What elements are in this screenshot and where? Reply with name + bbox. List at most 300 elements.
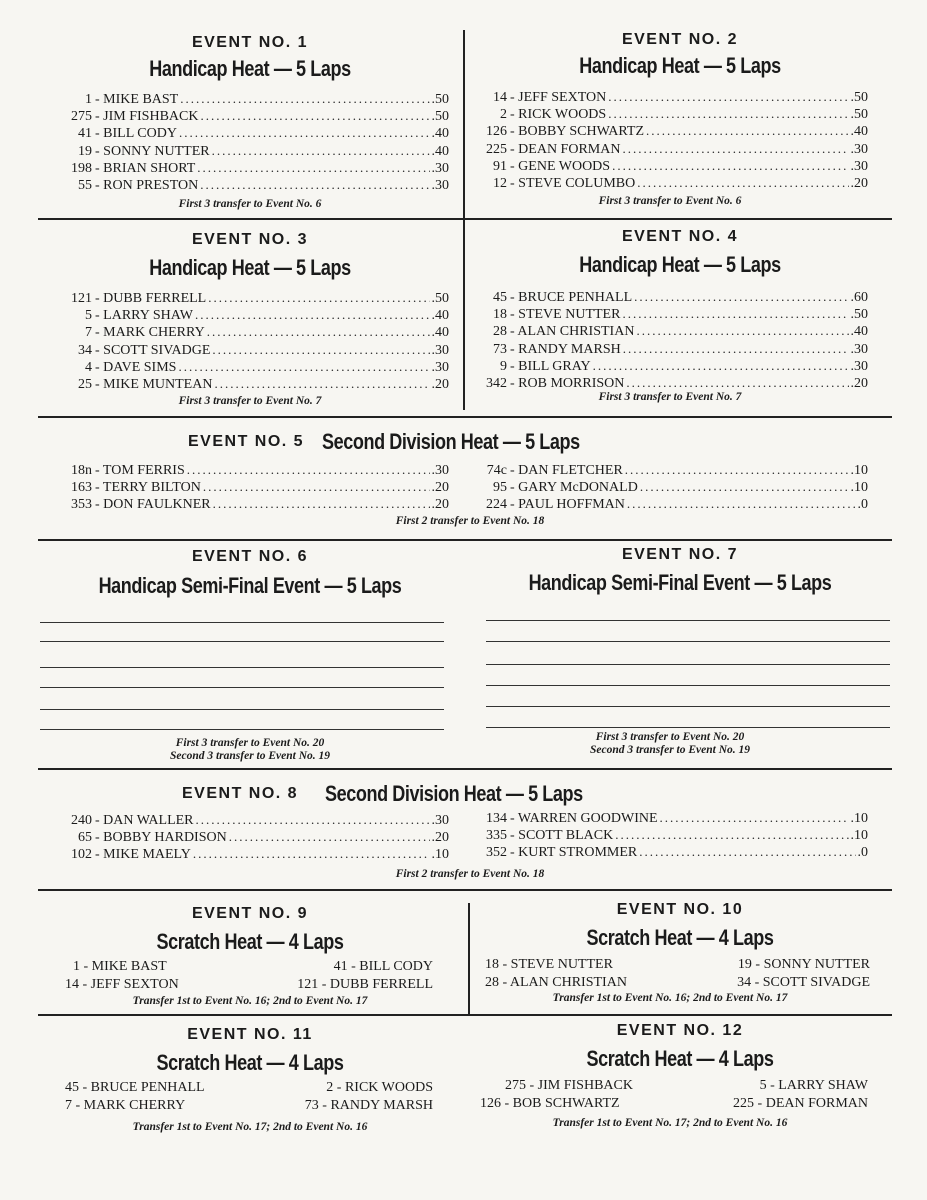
rider-entry: 126 - BOB SCHWARTZ — [480, 1095, 620, 1111]
rider-name: - DAN WALLER — [95, 813, 194, 828]
rider-name-text: BILL CODY — [103, 126, 177, 142]
rider-name: - SCOTT SIVADGE — [95, 342, 211, 358]
rider-name: - MARK CHERRY — [95, 325, 205, 341]
rider-number: 163 — [71, 480, 92, 496]
handicap-points: .30 — [431, 463, 449, 478]
handicap-points: .10 — [850, 828, 868, 844]
entry-row — [470, 323, 868, 340]
handicap-points: .10 — [850, 811, 868, 826]
entry-row — [55, 496, 449, 513]
rider-number: 9 — [500, 358, 507, 374]
transfer-note: Transfer 1st to Event No. 17; 2nd to Event No. 16 — [552, 1117, 788, 1129]
event-title: Scratch Heat — 4 Laps — [586, 925, 774, 950]
rider-name-text: LARRY SHAW — [103, 308, 193, 324]
handicap-points: .30 — [431, 177, 449, 193]
entry-row — [470, 375, 868, 392]
handicap-points: .40 — [850, 124, 868, 140]
entry-list — [55, 462, 449, 514]
entry-list — [470, 810, 868, 862]
handicap-points: .50 — [850, 107, 868, 123]
rider-number: 353 — [71, 497, 92, 513]
rider-number: 4 — [85, 359, 92, 375]
entry-row — [470, 106, 868, 123]
blank-entry-line — [486, 706, 890, 707]
rider-name-text: SCOTT BLACK — [518, 828, 614, 844]
transfer-note: Second 3 transfer to Event No. 19 — [169, 750, 331, 762]
handicap-points: .40 — [431, 325, 449, 341]
rider-name: - WARREN GOODWINE — [510, 811, 658, 826]
transfer-note: First 2 transfer to Event No. 18 — [395, 515, 545, 527]
rider-name-text: RON PRESTON — [103, 177, 199, 193]
leader-dots — [625, 462, 849, 478]
rider-number: 45 — [493, 290, 507, 305]
rider-name-text: ALAN CHRISTIAN — [517, 324, 635, 340]
event-number: EVENT NO. 1 — [191, 34, 309, 51]
leader-dots — [612, 158, 848, 174]
rider-name-text: WARREN GOODWINE — [517, 811, 658, 826]
rider-number: 91 — [493, 158, 507, 174]
rider-name-text: TERRY BILTON — [102, 480, 201, 496]
event-title: Scratch Heat — 4 Laps — [156, 1050, 344, 1075]
points-value: 40 — [435, 143, 449, 159]
event-title: Handicap Heat — 5 Laps — [579, 252, 781, 277]
leader-dots — [178, 359, 429, 375]
rider-number: 240 — [71, 813, 92, 828]
transfer-note: First 3 transfer to Event No. 6 — [178, 198, 322, 210]
event-number: EVENT NO. 9 — [191, 905, 309, 922]
points-value: 50 — [854, 107, 868, 123]
blank-entry-line — [40, 709, 444, 710]
points-value: 10 — [854, 480, 868, 496]
rider-name-text: MARK CHERRY — [103, 325, 205, 341]
blank-entry-line — [40, 622, 444, 623]
rider-number: 275 — [71, 109, 92, 125]
entry-row — [470, 341, 868, 358]
rider-name-text: STEVE NUTTER — [518, 307, 621, 323]
rider-entry: 5 - LARRY SHAW — [759, 1078, 868, 1093]
entry-row — [470, 289, 868, 306]
rider-name: - GENE WOODS — [510, 158, 611, 174]
rider-name: - TERRY BILTON — [95, 480, 201, 496]
entry-pair-row — [40, 977, 440, 995]
rider-number: 121 — [71, 291, 92, 306]
entry-row — [470, 141, 868, 158]
entry-row — [55, 108, 449, 125]
rider-name: - BRUCE PENHALL — [510, 290, 633, 305]
entry-row — [55, 812, 449, 829]
leader-dots — [608, 106, 848, 122]
rider-name-text: DUBB FERRELL — [103, 291, 207, 306]
leader-dots — [593, 358, 849, 374]
entry-row — [55, 307, 449, 324]
leader-dots — [622, 141, 848, 157]
leader-dots — [640, 479, 849, 495]
leader-dots — [634, 289, 848, 305]
blank-entry-line — [40, 667, 444, 668]
points-value: 30 — [435, 177, 449, 193]
rider-number: 198 — [71, 160, 92, 176]
leader-dots — [193, 846, 430, 862]
rider-name: - BILL GRAY — [510, 358, 591, 374]
points-value: 50 — [854, 307, 868, 323]
rider-number: 74c — [486, 463, 507, 478]
entry-row — [55, 376, 449, 393]
entry-row — [55, 177, 449, 194]
handicap-points: .0 — [857, 497, 868, 513]
rider-name-text: MIKE MAELY — [103, 847, 191, 863]
divider-rule — [38, 416, 892, 418]
blank-entry-line — [40, 687, 444, 688]
rider-entry: 275 - JIM FISHBACK — [505, 1078, 633, 1093]
points-value: 10 — [854, 811, 868, 826]
transfer-note: Transfer 1st to Event No. 16; 2nd to Event No. 17 — [552, 992, 788, 1004]
leader-dots — [200, 177, 429, 193]
event-number: EVENT NO. 11 — [187, 1026, 313, 1043]
event-title: Scratch Heat — 4 Laps — [586, 1046, 774, 1071]
entry-pairs — [475, 1078, 872, 1113]
rider-number: 14 — [493, 90, 507, 105]
rider-number: 41 — [78, 126, 92, 142]
rider-entry: 41 - BILL CODY — [333, 959, 433, 974]
points-value: 30 — [435, 813, 449, 828]
rider-name: - STEVE NUTTER — [510, 307, 621, 323]
divider-rule — [38, 889, 892, 891]
rider-number: 224 — [486, 497, 507, 513]
entry-row — [470, 827, 868, 844]
event-title: Handicap Semi-Final Event — 5 Laps — [98, 573, 402, 598]
rider-number: 73 — [493, 341, 507, 357]
transfer-note: First 3 transfer to Event No. 20 — [175, 737, 325, 749]
rider-name: - RICK WOODS — [510, 107, 607, 123]
entry-row — [470, 175, 868, 192]
leader-dots — [646, 123, 849, 139]
entry-row — [470, 158, 868, 175]
event-title: Second Division Heat — 5 Laps — [322, 429, 580, 454]
rider-name-text: DAVE SIMS — [103, 359, 177, 375]
rider-entry: 225 - DEAN FORMAN — [733, 1095, 868, 1111]
rider-name-text: BOBBY SCHWARTZ — [518, 124, 644, 140]
entry-row — [55, 91, 449, 108]
rider-name-text: SONNY NUTTER — [103, 143, 210, 159]
handicap-points: .20 — [431, 497, 449, 513]
rider-name: - ROB MORRISON — [510, 375, 625, 391]
rider-entry: 73 - RANDY MARSH — [304, 1097, 433, 1113]
entry-pairs — [40, 1080, 440, 1115]
entry-row — [55, 359, 449, 376]
rider-name-text: DAN WALLER — [103, 813, 194, 828]
points-value: 30 — [435, 342, 449, 358]
handicap-points: .20 — [431, 480, 449, 496]
rider-name: - JIM FISHBACK — [95, 109, 199, 125]
rider-name: - STEVE COLUMBO — [510, 175, 636, 191]
leader-dots — [207, 324, 430, 340]
rider-name-text: BOBBY HARDISON — [103, 830, 227, 846]
handicap-points: .20 — [850, 175, 868, 191]
event-title: Scratch Heat — 4 Laps — [156, 929, 344, 954]
handicap-points: .50 — [431, 109, 449, 125]
event-title: Handicap Heat — 5 Laps — [579, 53, 781, 78]
rider-number: 126 — [486, 124, 507, 140]
leader-dots — [660, 810, 849, 826]
leader-dots — [195, 307, 430, 323]
rider-name: - BOBBY HARDISON — [95, 830, 227, 846]
leader-dots — [179, 125, 430, 141]
entry-row — [55, 829, 449, 846]
rider-name: - PAUL HOFFMAN — [510, 497, 625, 513]
rider-name: - SCOTT BLACK — [510, 828, 614, 844]
points-value: 10 — [854, 828, 868, 844]
entry-pair-row — [475, 1096, 872, 1114]
points-value: 20 — [435, 497, 449, 513]
rider-name: - KURT STROMMER — [510, 845, 638, 861]
event-number: EVENT NO. 5 — [188, 433, 305, 450]
handicap-points: .0 — [857, 845, 868, 861]
rider-name: - ALAN CHRISTIAN — [510, 324, 635, 340]
points-value: 0 — [861, 497, 868, 513]
points-value: 20 — [435, 376, 449, 392]
rider-name: - DON FAULKNER — [95, 497, 211, 513]
points-value: 10 — [854, 463, 868, 478]
entry-pair-row — [475, 1078, 872, 1096]
rider-name: - JEFF SEXTON — [510, 90, 607, 105]
rider-entry: 7 - MARK CHERRY — [65, 1097, 186, 1113]
points-value: 20 — [854, 375, 868, 391]
handicap-points: .50 — [850, 307, 868, 323]
leader-dots — [229, 829, 430, 845]
rider-name: - LARRY SHAW — [95, 308, 193, 324]
rider-name: - MIKE BAST — [95, 92, 179, 107]
entry-pair-row — [40, 1080, 440, 1098]
rider-name: - GARY McDONALD — [510, 480, 638, 496]
points-value: 40 — [435, 126, 449, 142]
entry-row — [470, 89, 868, 106]
divider-rule — [38, 539, 892, 541]
blank-entry-line — [486, 685, 890, 686]
divider-rule — [38, 768, 892, 770]
leader-dots — [214, 376, 429, 392]
handicap-points: .30 — [431, 160, 449, 176]
rider-name: - MIKE MAELY — [95, 847, 191, 863]
rider-entry: 28 - ALAN CHRISTIAN — [485, 974, 627, 990]
entry-row — [55, 479, 449, 496]
rider-entry: 2 - RICK WOODS — [326, 1080, 433, 1095]
transfer-note: Transfer 1st to Event No. 16; 2nd to Event No. 17 — [132, 995, 368, 1007]
leader-dots — [212, 143, 430, 159]
entry-pair-row — [475, 957, 872, 975]
entry-row — [55, 160, 449, 177]
rider-entry: 14 - JEFF SEXTON — [65, 976, 179, 992]
points-value: 40 — [435, 325, 449, 341]
handicap-points: .20 — [850, 375, 868, 391]
entry-pairs — [475, 957, 872, 992]
event-title: Handicap Semi-Final Event — 5 Laps — [528, 570, 832, 595]
rider-name-text: GENE WOODS — [518, 158, 611, 174]
rider-name-text: STEVE COLUMBO — [518, 175, 636, 191]
rider-name-text: BRUCE PENHALL — [518, 290, 633, 305]
rider-entry: 121 - DUBB FERRELL — [297, 976, 433, 992]
rider-name: - MIKE MUNTEAN — [95, 376, 213, 392]
points-value: 10 — [435, 847, 449, 863]
rider-name-text: JEFF SEXTON — [518, 90, 607, 105]
handicap-points: .30 — [850, 358, 868, 374]
rider-number: 2 — [500, 107, 507, 123]
rider-name-text: PAUL HOFFMAN — [518, 497, 625, 513]
entry-row — [55, 290, 449, 307]
blank-entry-line — [486, 641, 890, 642]
entry-list — [470, 89, 868, 192]
points-value: 50 — [854, 90, 868, 105]
event-number: EVENT NO. 3 — [191, 231, 309, 248]
points-value: 30 — [854, 358, 868, 374]
rider-name-text: MIKE MUNTEAN — [103, 376, 213, 392]
handicap-points: .40 — [850, 324, 868, 340]
rider-name-text: SCOTT SIVADGE — [103, 342, 211, 358]
rider-name: - TOM FERRIS — [95, 463, 185, 478]
points-value: 20 — [435, 830, 449, 846]
transfer-note: First 3 transfer to Event No. 7 — [598, 391, 742, 403]
entry-list — [55, 91, 449, 194]
rider-number: 335 — [486, 828, 507, 844]
leader-dots — [213, 496, 430, 512]
points-value: 30 — [854, 141, 868, 157]
rider-name-text: BILL GRAY — [518, 358, 591, 374]
leader-dots — [187, 462, 430, 478]
rider-name: - BRIAN SHORT — [95, 160, 196, 176]
rider-number: 65 — [78, 830, 92, 846]
entry-row — [470, 496, 868, 513]
handicap-points: .40 — [431, 126, 449, 142]
handicap-points: .40 — [431, 143, 449, 159]
event-number: EVENT NO. 12 — [616, 1022, 744, 1039]
handicap-points: .30 — [431, 359, 449, 375]
handicap-points: .20 — [431, 830, 449, 846]
points-value: 20 — [854, 175, 868, 191]
rider-name-text: MIKE BAST — [103, 92, 179, 107]
event-number: EVENT NO. 10 — [616, 901, 744, 918]
blank-entry-line — [40, 641, 444, 642]
blank-entry-line — [486, 620, 890, 621]
rider-name: - DEAN FORMAN — [510, 141, 621, 157]
event-number: EVENT NO. 8 — [182, 785, 299, 802]
rider-name: - DAVE SIMS — [95, 359, 177, 375]
entry-pair-row — [40, 1098, 440, 1116]
points-value: 40 — [854, 124, 868, 140]
rider-number: 342 — [486, 375, 507, 391]
rider-name-text: DAN FLETCHER — [518, 463, 623, 478]
divider-rule — [38, 1014, 892, 1016]
points-value: 60 — [854, 290, 868, 305]
rider-name-text: RANDY MARSH — [518, 341, 621, 357]
rider-name-text: JIM FISHBACK — [103, 109, 199, 125]
blank-entry-line — [40, 729, 444, 730]
leader-dots — [180, 91, 429, 107]
rider-name: - RANDY MARSH — [510, 341, 621, 357]
rider-number: 18n — [71, 463, 92, 478]
rider-number: 19 — [78, 143, 92, 159]
transfer-note: Second 3 transfer to Event No. 19 — [589, 744, 751, 756]
handicap-points: .50 — [431, 92, 449, 107]
entry-row — [470, 479, 868, 496]
handicap-points: .30 — [850, 158, 868, 174]
rider-entry: 19 - SONNY NUTTER — [737, 957, 870, 972]
transfer-note: First 3 transfer to Event No. 6 — [598, 195, 742, 207]
rider-entry: 18 - STEVE NUTTER — [485, 957, 613, 972]
leader-dots — [626, 375, 848, 391]
leader-dots — [623, 341, 849, 357]
leader-dots — [639, 844, 855, 860]
rider-number: 134 — [486, 811, 507, 826]
rider-name: - BOBBY SCHWARTZ — [510, 124, 644, 140]
rider-number: 102 — [71, 847, 92, 863]
rider-name: - DAN FLETCHER — [510, 463, 623, 478]
leader-dots — [608, 89, 848, 105]
points-value: 30 — [854, 158, 868, 174]
rider-entry: 34 - SCOTT SIVADGE — [737, 974, 870, 990]
handicap-points: .20 — [431, 376, 449, 392]
event-number: EVENT NO. 4 — [621, 228, 739, 245]
leader-dots — [203, 479, 430, 495]
rider-name: - DUBB FERRELL — [95, 291, 207, 306]
leader-dots — [208, 290, 429, 306]
points-value: 50 — [435, 291, 449, 306]
rider-number: 95 — [493, 480, 507, 496]
rider-number: 55 — [78, 177, 92, 193]
event-title: Handicap Heat — 5 Laps — [149, 255, 351, 280]
rider-name-text: DEAN FORMAN — [518, 141, 621, 157]
rider-name-text: BRIAN SHORT — [103, 160, 196, 176]
points-value: 30 — [435, 463, 449, 478]
leader-dots — [622, 306, 848, 322]
entry-list — [470, 289, 868, 392]
column-rule — [463, 30, 465, 410]
handicap-points: .50 — [850, 90, 868, 105]
event-title: Handicap Heat — 5 Laps — [149, 56, 351, 81]
blank-entry-line — [486, 664, 890, 665]
handicap-points: .50 — [431, 291, 449, 306]
transfer-note: First 3 transfer to Event No. 20 — [595, 731, 745, 743]
transfer-note: First 3 transfer to Event No. 7 — [178, 395, 322, 407]
event-title: Second Division Heat — 5 Laps — [325, 781, 583, 806]
handicap-points: .10 — [850, 463, 868, 478]
leader-dots — [196, 812, 430, 828]
leader-dots — [636, 323, 848, 339]
entry-row — [470, 306, 868, 323]
rider-name: - SONNY NUTTER — [95, 143, 210, 159]
rider-number: 1 — [85, 92, 92, 107]
rider-number: 7 — [85, 325, 92, 341]
entry-row — [470, 462, 868, 479]
handicap-points: .30 — [850, 341, 868, 357]
event-number: EVENT NO. 7 — [621, 546, 739, 563]
handicap-points: .30 — [850, 141, 868, 157]
handicap-points: .40 — [431, 308, 449, 324]
points-value: 50 — [435, 92, 449, 107]
leader-dots — [200, 108, 429, 124]
entry-pairs — [40, 959, 440, 994]
entry-row — [55, 324, 449, 341]
entry-list — [55, 812, 449, 864]
rider-number: 225 — [486, 141, 507, 157]
rider-number: 352 — [486, 845, 507, 861]
entry-row — [470, 810, 868, 827]
points-value: 30 — [435, 359, 449, 375]
transfer-note: First 2 transfer to Event No. 18 — [395, 868, 545, 880]
points-value: 0 — [861, 845, 868, 861]
rider-name-text: KURT STROMMER — [518, 845, 638, 861]
handicap-points: .30 — [431, 342, 449, 358]
entry-row — [470, 358, 868, 375]
leader-dots — [637, 175, 848, 191]
